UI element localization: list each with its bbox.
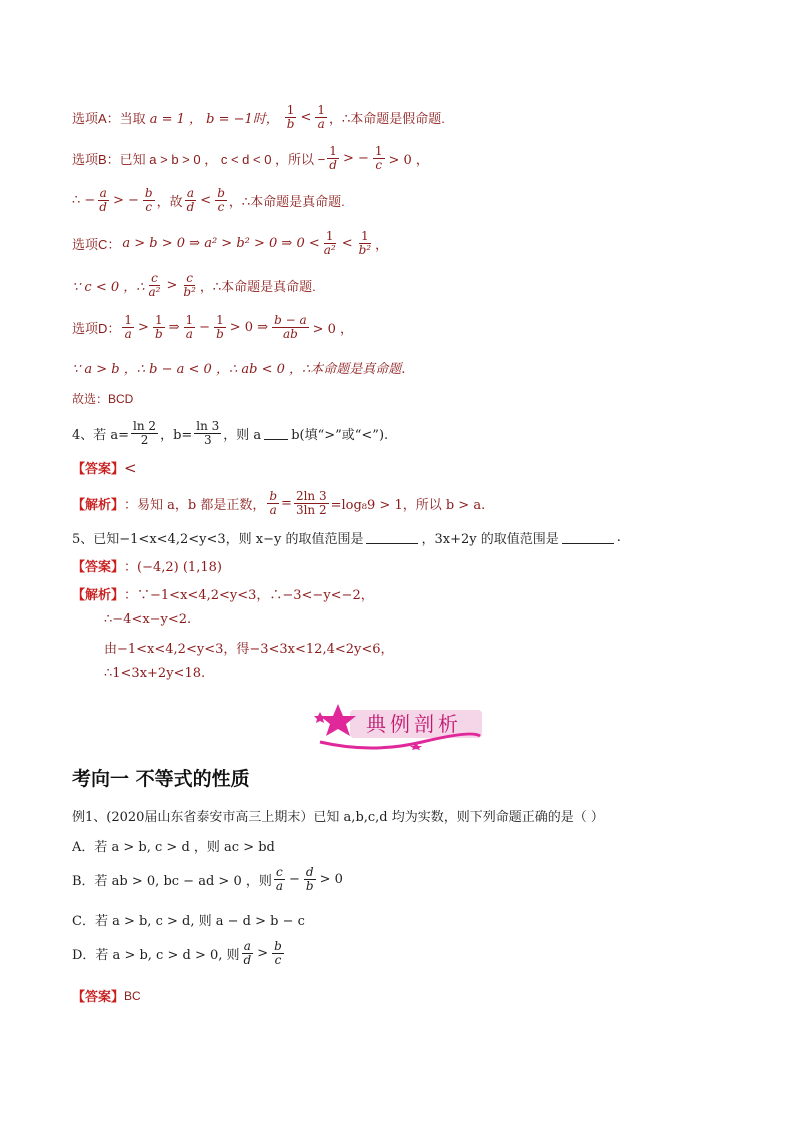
answer-blank bbox=[264, 427, 288, 440]
fraction: $\frac{a}{d}$ bbox=[186, 186, 195, 214]
fraction: $\frac{b}{c}$ bbox=[144, 186, 153, 214]
question-4: 4、若 a= $\frac{\ln 2}{2}$ ，b= $\frac{\ln 3}{3}$ ，则 a b(填“>”或“<”). bbox=[72, 419, 389, 447]
example-answer: 【答案】 BC bbox=[72, 988, 141, 1004]
fraction: $\frac{a}{d}$ bbox=[99, 186, 107, 214]
answer-4: 【答案】 < bbox=[72, 458, 137, 477]
fraction: $\frac{1}{a}$ bbox=[124, 313, 133, 341]
fraction: $\frac{b}{c}$ bbox=[274, 939, 282, 967]
option-a-label: 选项A： bbox=[72, 110, 120, 126]
option-d-label: 选项D： bbox=[72, 320, 121, 336]
fraction: $\frac{1}{b}$ bbox=[216, 313, 224, 341]
option-c-line-2: ∵ c < 0 ，∴ $\frac{c}{\text{a²}}$ > $\frac{c}{\text{b²}}$ ，∴本命题是真命题. bbox=[72, 271, 316, 299]
option-b-line-2: ∴ − $\frac{a}{d}$ > − $\frac{b}{c}$ ，故 $\frac{a}{d}$ < $\frac{b}{c}$ ，∴本命题是真命题. bbox=[72, 186, 345, 214]
fraction: $\frac{d}{b}$ bbox=[305, 865, 314, 893]
option-a-line: 选项A： 当取 a = 1 ， b = −1时， $\frac{1}{b}$ < $\frac{1}{a}$ ，∴本命题是假命题. bbox=[72, 103, 445, 131]
option-d-line: 选项D： $\frac{1}{a}$ > $\frac{1}{b}$ ⇒ $\frac{1}{a}$ − $\frac{1}{b}$ > 0 ⇒ $\frac{b - a}{ab}$ > 0 ， bbox=[72, 313, 354, 341]
explanation-5: 【解析】 ：∵−1<x<4,2<y<3，∴−3<−y<−2， bbox=[72, 587, 374, 603]
answer-blank bbox=[562, 531, 614, 544]
example-1-question: 例1、(2020届山东省泰安市高三上期末）已知 a,b,c,d 均为实数，则下列命题正确的是（ ） bbox=[72, 810, 604, 825]
example-option-d: D．若 a > b, c > d > 0, 则 $\frac{a}{d}$ > $\frac{b}{c}$ bbox=[72, 939, 282, 967]
option-c-label: 选项C： bbox=[72, 236, 121, 252]
fraction: $\frac{1}{\text{b²}}$ bbox=[358, 229, 372, 257]
explanation-5-line-2: ∴−4<x−y<2. bbox=[104, 612, 192, 627]
banner-graphic bbox=[312, 702, 488, 750]
fraction: $\frac{b}{a}$ bbox=[269, 489, 278, 517]
section-heading: 考向一 不等式的性质 bbox=[72, 768, 250, 790]
fraction: $\frac{b - a}{ab}$ bbox=[274, 313, 307, 341]
fraction: $\frac{1}{b}$ bbox=[286, 103, 295, 131]
fraction: $\frac{c}{\text{b²}}$ bbox=[183, 271, 196, 299]
option-d-line-2: ∵ a > b ，∴ b − a < 0 ，∴ ab < 0 ，∴本命题是真命题. bbox=[72, 362, 406, 377]
fraction: $\frac{1}{a}$ bbox=[185, 313, 194, 341]
section-banner bbox=[312, 702, 488, 750]
fraction: $\frac{c}{a}$ bbox=[275, 865, 283, 893]
example-option-c: C．若 a > b, c > d, 则 a − d > b − c bbox=[72, 914, 305, 929]
answer-blank bbox=[366, 531, 418, 544]
explanation-5-line-4: ∴1<3x+2y<18. bbox=[104, 666, 206, 681]
fraction: $\frac{1}{a}$ bbox=[317, 103, 326, 131]
fraction: $\frac{c}{\text{a²}}$ bbox=[148, 271, 161, 299]
option-b-line: 选项B： 已知 a > b > 0 ， c < d < 0 ，所以 − $\frac{1}{d}$ > − $\frac{1}{c}$ > 0 ， bbox=[72, 144, 429, 172]
fraction: $\frac{1}{d}$ bbox=[329, 144, 337, 172]
fraction: $\frac{1}{b}$ bbox=[154, 313, 163, 341]
example-option-a: A．若 a > b, c > d ，则 ac > bd bbox=[72, 840, 275, 855]
fraction: $\frac{\ln 2}{2}$ bbox=[133, 419, 157, 447]
answer-choice: 故选：BCD bbox=[72, 392, 134, 406]
explanation-4: 【解析】 ：易知 a，b 都是正数， $\frac{b}{a}$ = $\frac{2\ln 3}{3\ln 2}$ =log₈9 > 1，所以 b > a. bbox=[72, 489, 486, 517]
answer-5: 【答案】 ：(−4,2) (1,18) bbox=[72, 559, 222, 575]
fraction: $\frac{b}{c}$ bbox=[217, 186, 225, 214]
fraction: $\frac{1}{\text{a²}}$ bbox=[323, 229, 336, 257]
example-option-b: B．若 ab > 0, bc − ad > 0 ，则 $\frac{c}{a}$ − $\frac{d}{b}$ > 0 bbox=[72, 865, 343, 893]
option-b-label: 选项B： bbox=[72, 151, 120, 167]
fraction: $\frac{a}{d}$ bbox=[243, 939, 252, 967]
option-c-line: 选项C： a > b > 0 ⇒ a² > b² > 0 ⇒ 0 < $\frac{1}{\text{a²}}$ < $\frac{1}{\text{b²}}$ ， bbox=[72, 229, 389, 257]
fraction: $\frac{2\ln 3}{3\ln 2}$ bbox=[295, 489, 327, 517]
banner-text: 典例剖析 bbox=[366, 712, 462, 736]
fraction: $\frac{1}{c}$ bbox=[374, 144, 383, 172]
explanation-5-line-3: 由−1<x<4,2<y<3，得−3<3x<12,4<2y<6， bbox=[104, 642, 394, 657]
small-star-icon bbox=[314, 712, 326, 723]
fraction: $\frac{\ln 3}{3}$ bbox=[196, 419, 220, 447]
question-5: 5、已知−1<x<4,2<y<3，则 x−y 的取值范围是 ，3x+2y 的取值范围是 . bbox=[72, 530, 621, 547]
